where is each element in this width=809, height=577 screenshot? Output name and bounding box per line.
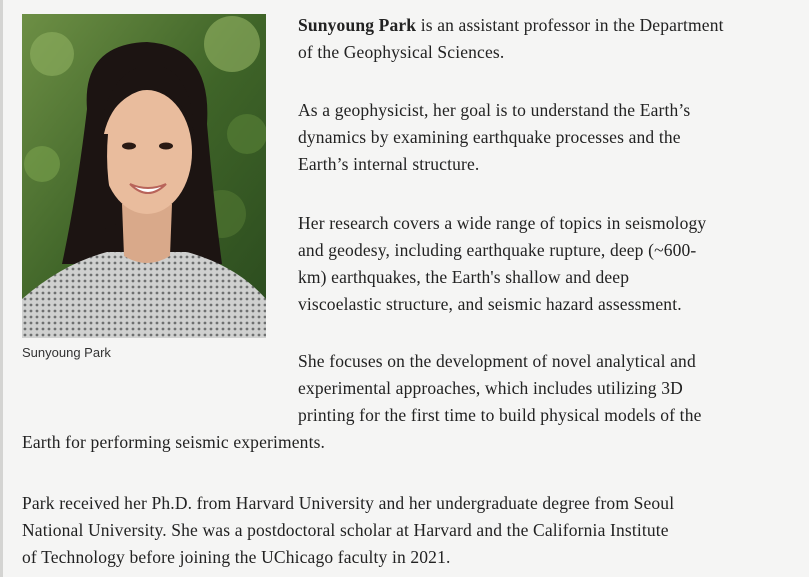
photo-caption: Sunyoung Park (22, 345, 111, 360)
profile-name: Sunyoung Park (298, 15, 417, 35)
bio-paragraph-research: Her research covers a wide range of topics in seismology and geodesy, including earthquake rupture, deep (~600- km) earthquakes, the Earth's shallow and deep viscoelastic structure, and seismic hazard assessment. (298, 213, 707, 314)
bio-paragraph-education: Park received her Ph.D. from Harvard University and her undergraduate degree from Seoul National University. She was a postdoctoral scholar at Harvard and the California Institute of Technology before joining the UChicago faculty in 2021. (22, 493, 675, 567)
portrait-photo (22, 14, 266, 338)
bio-paragraph-focus: She focuses on the development of novel analytical and experimental approaches, which includes utilizing 3D printing for the first time to build physical models of the (298, 351, 702, 425)
bio-paragraph-goal: As a geophysicist, her goal is to understand the Earth’s dynamics by examining earthquake processes and the Earth’s internal structure. (298, 100, 691, 174)
bio-paragraph-intro: Sunyoung Park is an assistant professor in the Department of the Geophysical Sciences. (298, 15, 724, 62)
bio-paragraph-focus-continued: Earth for performing seismic experiments. (22, 432, 326, 452)
page-left-border (0, 0, 3, 577)
